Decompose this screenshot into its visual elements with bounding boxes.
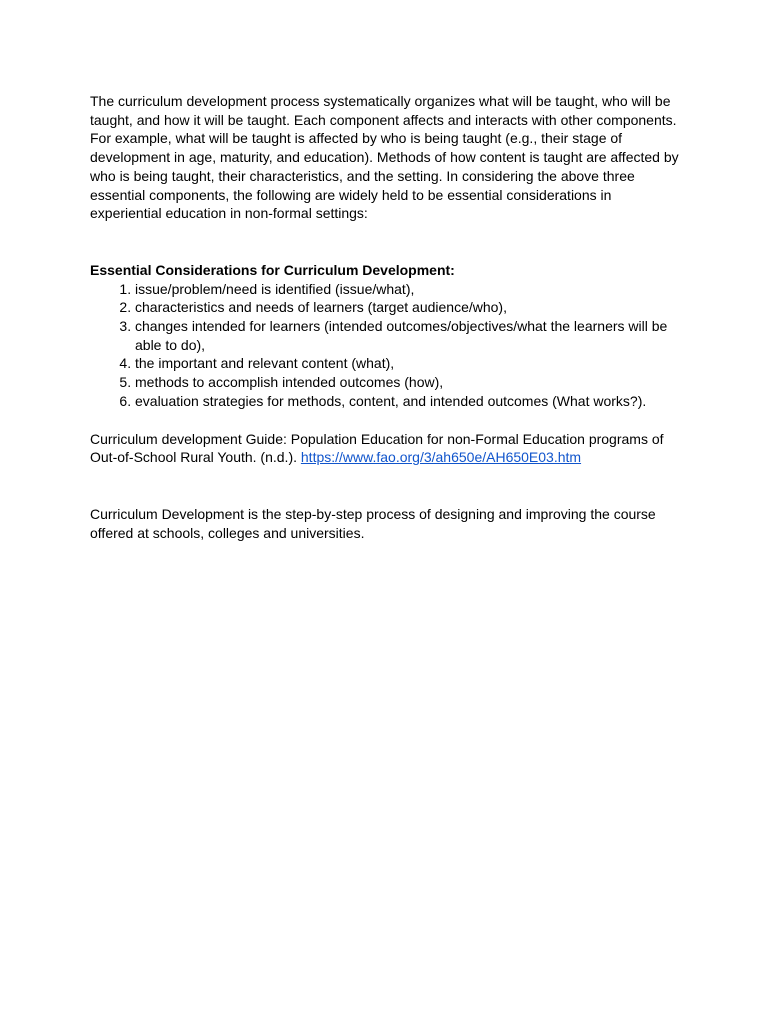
intro-paragraph: The curriculum development process systematically organizes what will be taught, who will be taught, and how it will be taught. Each component affects and interacts with other components. For example, what will be taught is affected by who is being taught (e.g., their stage of development in age, maturity, and education). Methods of how content is taught are affected by who is being taught, their characteristics, and the setting. In considering the above three essential components, the following are widely held to be essential considerations in experiential education in non-formal settings: xyxy=(90,93,679,222)
list-item: 6. evaluation strategies for methods, content, and intended outcomes (What works?). xyxy=(135,392,680,411)
list-item: 5. methods to accomplish intended outcomes (how), xyxy=(135,373,680,392)
considerations-list xyxy=(90,280,680,411)
citation-text: Curriculum development Guide: Population Education for non-Formal Education programs of Out-of-School Rural Youth. (n.d.). xyxy=(90,430,664,466)
document-page xyxy=(90,92,680,542)
list-item: 1. issue/problem/need is identified (issue/what), xyxy=(135,280,680,299)
closing-paragraph: Curriculum Development is the step-by-step process of designing and improving the course offered at schools, colleges and universities. xyxy=(90,505,656,541)
considerations-heading: Essential Considerations for Curriculum Development: xyxy=(90,261,455,278)
list-item: 4. the important and relevant content (what), xyxy=(135,354,680,373)
list-item: 3. changes intended for learners (intended outcomes/objectives/what the learners will be able to do), xyxy=(135,317,680,354)
list-item: 2. characteristics and needs of learners (target audience/who), xyxy=(135,298,680,317)
citation-paragraph xyxy=(90,430,680,467)
citation-link[interactable]: https://www.fao.org/3/ah650e/AH650E03.htm xyxy=(300,449,582,466)
